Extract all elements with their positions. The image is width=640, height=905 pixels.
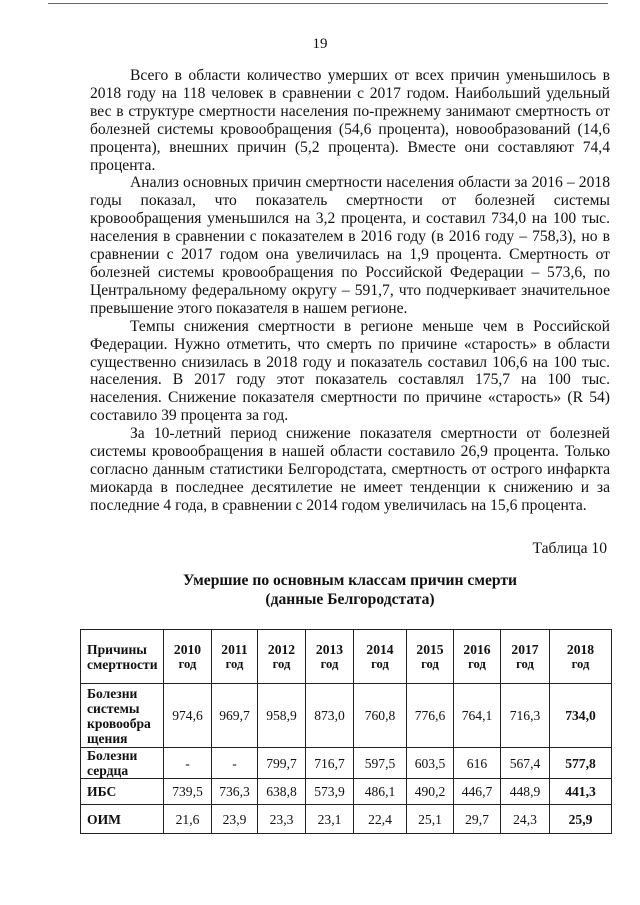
header-year-word: год [371, 656, 389, 671]
header-year [306, 630, 354, 684]
header-year [212, 630, 258, 684]
value-cell: 441,3 [550, 779, 612, 805]
value-cell: 799,7 [258, 748, 306, 779]
cause-line: системы [87, 700, 140, 716]
header-cause [81, 630, 164, 684]
value-cell: 25,9 [550, 805, 612, 834]
header-cause-line: смертности [87, 656, 158, 672]
header-year-word: год [272, 656, 291, 671]
table-label: Таблица 10 [532, 540, 607, 557]
value-cell: 573,9 [306, 779, 354, 805]
header-year-word: год [421, 656, 439, 671]
header-year-number: 2014 [366, 641, 394, 657]
paragraph-4: За 10-летний период снижение показателя смертности от болезней системы кровообращения в нашей области составило 26,9 процента. Только согласно данным статистики Белгородстата, смертность от острого инфаркта миокарда в последнее десятилетие не имеет тенденции к снижению и за последние 4 года, в сравнении с 2014 годом увеличилась на 15,6 процента. [90, 425, 610, 514]
page-number: 19 [312, 36, 328, 52]
header-year-word: год [178, 656, 197, 671]
table-row [81, 805, 612, 834]
header-year [164, 630, 212, 684]
cause-line: кровообра [87, 715, 151, 731]
cause-line: Болезни [87, 748, 138, 763]
cause-line: ИБС [87, 784, 117, 799]
value-cell: 638,8 [258, 779, 306, 805]
value-cell: - [164, 748, 212, 779]
value-cell: 616 [454, 748, 501, 779]
cause-cell [81, 779, 164, 805]
header-year-number: 2015 [416, 641, 444, 657]
header-year-number: 2012 [267, 641, 296, 657]
table-title-line-2: (данные Белгородстата) [265, 591, 435, 608]
header-year [258, 630, 306, 684]
header-year [550, 630, 612, 684]
table-row [81, 779, 612, 805]
table-row [81, 748, 612, 779]
value-cell: 734,0 [550, 684, 612, 748]
value-cell: 446,7 [454, 779, 501, 805]
body-text [90, 67, 610, 515]
header-year-number: 2016 [463, 641, 491, 657]
value-cell: - [212, 748, 258, 779]
value-cell: 25,1 [407, 805, 454, 834]
header-year-number: 2010 [173, 641, 202, 657]
value-cell: 23,9 [212, 805, 258, 834]
value-cell: 739,5 [164, 779, 212, 805]
table-title-line-1: Умершие по основным классам причин смерти [182, 572, 517, 589]
value-cell: 969,7 [212, 684, 258, 748]
header-year-word: год [516, 656, 534, 671]
value-cell: 603,5 [407, 748, 454, 779]
value-cell: 958,9 [258, 684, 306, 748]
value-cell: 21,6 [164, 805, 212, 834]
value-cell: 873,0 [306, 684, 354, 748]
paragraph-1: Всего в области количество умерших от всех причин уменьшилось в 2018 году на 118 человек в сравнении с 2017 годом. Наибольший удельный вес в структуре смертности населения по-прежнему занимают смертность от болезней системы кровообращения (54,6 процента), новообразований (14,6 процента), внешних причин (5,2 процента). Вместе они составляют 74,4 процента. [90, 67, 610, 174]
value-cell: 716,3 [501, 684, 550, 748]
header-year-word: год [225, 656, 244, 671]
header-year-word: год [320, 656, 339, 671]
value-cell: 486,1 [354, 779, 407, 805]
header-year [407, 630, 454, 684]
value-cell: 22,4 [354, 805, 407, 834]
cause-cell [81, 805, 164, 834]
header-year [454, 630, 501, 684]
value-cell: 736,3 [212, 779, 258, 805]
table-title [70, 571, 630, 609]
table-header-row [81, 630, 612, 684]
paragraph-2: Анализ основных причин смертности населения области за 2016 – 2018 годы показал, что показатель смертности от болезней системы кровообращения уменьшился на 3,2 процента, и составил 734,0 на 100 тыс. населения в сравнении с показателем в 2016 году (в 2016 году – 758,3), но в сравнении с 2017 годом она увеличилась на 1,9 процента. Смертность от болезней системы кровообращения по Российской Федерации – 573,6, по Центральному федеральному округу – 591,7, что подчеркивает значительное превышение этого показателя в нашем регионе. [90, 174, 610, 317]
value-cell: 716,7 [306, 748, 354, 779]
header-year-number: 2011 [221, 641, 248, 657]
value-cell: 974,6 [164, 684, 212, 748]
top-rule [48, 3, 608, 4]
header-year [354, 630, 407, 684]
header-year-word: год [468, 656, 486, 671]
header-cause-line: Причины [87, 641, 147, 657]
table-row [81, 684, 612, 748]
header-year [501, 630, 550, 684]
value-cell: 764,1 [454, 684, 501, 748]
cause-line: Болезни [87, 685, 138, 701]
header-year-number: 2018 [566, 641, 595, 657]
value-cell: 760,8 [354, 684, 407, 748]
cause-line: сердца [87, 763, 129, 778]
value-cell: 776,6 [407, 684, 454, 748]
value-cell: 567,4 [501, 748, 550, 779]
header-year-word: год [571, 656, 590, 671]
value-cell: 29,7 [454, 805, 501, 834]
value-cell: 24,3 [501, 805, 550, 834]
mortality-table [80, 629, 612, 834]
cause-line: ОИМ [87, 811, 121, 827]
value-cell: 23,3 [258, 805, 306, 834]
cause-cell [81, 748, 164, 779]
paragraph-3: Темпы снижения смертности в регионе меньше чем в Российской Федерации. Нужно отметить, что смерть по причине «старость» в области существенно снизилась в 2018 году и показатель составил 106,6 на 100 тыс. населения. В 2017 году этот показатель составлял 175,7 на 100 тыс. населения. Снижение показателя смертности по причине «старость» (R 54) составило 39 процента за год. [90, 317, 610, 425]
value-cell: 448,9 [501, 779, 550, 805]
value-cell: 597,5 [354, 748, 407, 779]
value-cell: 490,2 [407, 779, 454, 805]
cause-cell [81, 684, 164, 748]
header-year-number: 2013 [315, 641, 344, 657]
value-cell: 577,8 [550, 748, 612, 779]
cause-line: щения [87, 730, 128, 746]
value-cell: 23,1 [306, 805, 354, 834]
header-year-number: 2017 [511, 641, 539, 657]
